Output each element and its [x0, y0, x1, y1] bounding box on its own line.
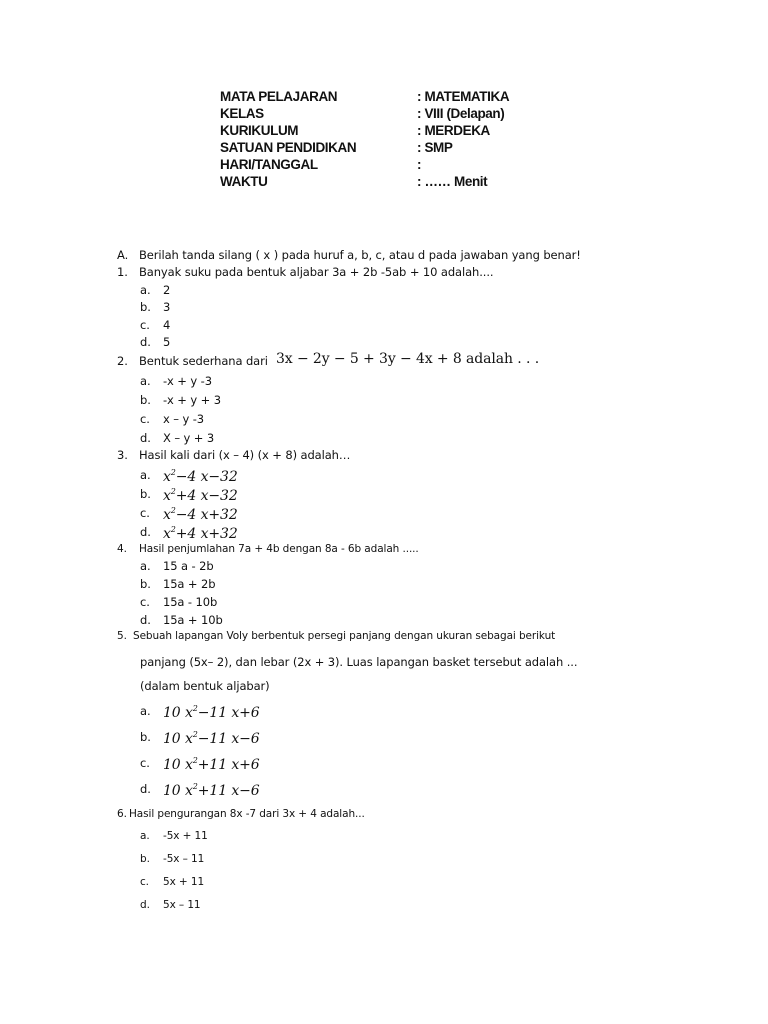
section-instruction-text: Berilah tanda silang ( x ) pada huruf a, b, c, atau d pada jawaban yang benar! [139, 248, 581, 262]
option-letter: b. [140, 577, 151, 591]
option-letter: b. [140, 853, 150, 865]
header-label: KELAS [220, 106, 264, 121]
option-letter: d. [140, 431, 151, 445]
question-number: 3. [117, 448, 128, 462]
option-letter: a. [140, 468, 151, 482]
question-text: Sebuah lapangan Voly berbentuk persegi panjang dengan ukuran sebagai berikut [133, 630, 556, 642]
option-text: 5x + 11 [163, 876, 205, 888]
question-number: 4. [117, 543, 127, 555]
option-math: 10 $x^2+11$ x−6 [163, 782, 260, 799]
header-value: : [417, 157, 422, 172]
question-number: 2. [117, 354, 128, 368]
question-text: Bentuk sederhana dari [139, 354, 268, 368]
option-text: 15 a - 2b [163, 559, 214, 573]
option-text: 15a + 10b [163, 613, 223, 627]
header-label: SATUAN PENDIDIKAN [220, 140, 357, 155]
option-letter: b. [140, 393, 151, 407]
option-letter: d. [140, 613, 151, 627]
option-text: 2 [163, 283, 171, 297]
option-text: -x + y + 3 [163, 393, 221, 407]
header-label: WAKTU [220, 174, 268, 189]
option-letter: b. [140, 300, 151, 314]
option-math: $x^2-4$ x−32 [163, 468, 238, 485]
question-number: 6. [117, 808, 127, 820]
option-letter: a. [140, 374, 151, 388]
option-math: $x^2+4$ x+32 [163, 525, 238, 542]
option-letter: c. [140, 318, 150, 332]
option-letter: a. [140, 704, 151, 718]
option-letter: b. [140, 487, 151, 501]
question-text: Hasil penjumlahan 7a + 4b dengan 8a - 6b adalah ..... [139, 543, 419, 555]
option-letter: c. [140, 756, 150, 770]
option-text: -5x + 11 [163, 830, 208, 842]
option-text: 3 [163, 300, 171, 314]
option-text: -5x – 11 [163, 853, 205, 865]
option-text: 4 [163, 318, 171, 332]
option-math: $x^2-4$ x+32 [163, 506, 238, 523]
question-number: 5. [117, 630, 127, 642]
option-text: 5 [163, 335, 171, 349]
header-value: : MERDEKA [417, 123, 490, 138]
option-text: 15a - 10b [163, 595, 218, 609]
header-value: : …… Menit [417, 174, 488, 189]
question-number: 1. [117, 265, 128, 279]
option-letter: d. [140, 782, 151, 796]
header-value: : VIII (Delapan) [417, 106, 505, 121]
option-text: x – y -3 [163, 412, 204, 426]
header-label: KURIKULUM [220, 123, 299, 138]
option-math: 10 $x^2-11$ x−6 [163, 730, 260, 747]
option-letter: d. [140, 899, 150, 911]
option-math: 10 $x^2-11$ x+6 [163, 704, 260, 721]
question-text: Hasil pengurangan 8x -7 dari 3x + 4 adalah... [129, 808, 365, 820]
option-math: 10 $x^2+11$ x+6 [163, 756, 260, 773]
question-text: Hasil kali dari (x – 4) (x + 8) adalah… [139, 448, 351, 462]
option-text: X – y + 3 [163, 431, 215, 445]
header-value: : MATEMATIKA [417, 89, 510, 104]
option-letter: c. [140, 876, 149, 888]
option-letter: a. [140, 283, 151, 297]
math-expression: 3x − 2y − 5 + 3y − 4x + 8 adalah . . . [276, 351, 540, 367]
header-value: : SMP [417, 140, 453, 155]
option-text: 5x – 11 [163, 899, 201, 911]
option-letter: c. [140, 412, 150, 426]
option-letter: a. [140, 559, 151, 573]
option-text: -x + y -3 [163, 374, 212, 388]
option-letter: a. [140, 830, 150, 842]
option-letter: d. [140, 335, 151, 349]
option-letter: b. [140, 730, 151, 744]
section-letter: A. [117, 248, 129, 262]
question-text: Banyak suku pada bentuk aljabar 3a + 2b -5ab + 10 adalah.... [139, 265, 494, 279]
option-text: 15a + 2b [163, 577, 216, 591]
option-letter: c. [140, 506, 150, 520]
header-label: HARI/TANGGAL [220, 157, 318, 172]
option-letter: c. [140, 595, 150, 609]
header-label: MATA PELAJARAN [220, 89, 338, 104]
option-letter: d. [140, 525, 151, 539]
option-math: $x^2+4$ x−32 [163, 487, 238, 504]
